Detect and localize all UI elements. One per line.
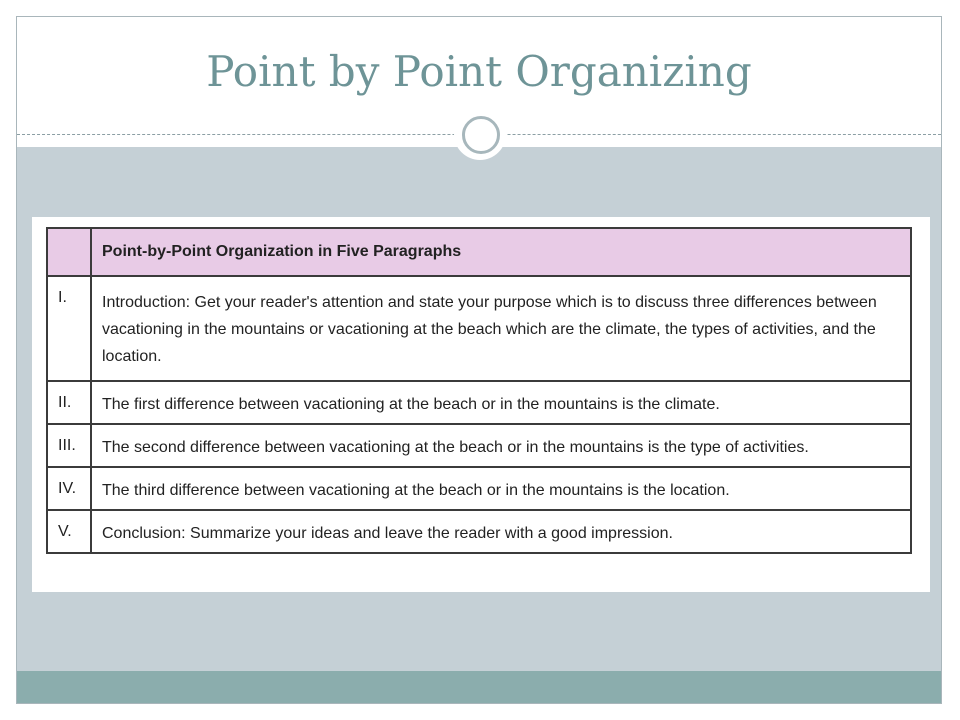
row-number: IV. <box>47 467 91 510</box>
outline-table <box>46 227 912 554</box>
row-number: V. <box>47 510 91 553</box>
table-image-frame <box>32 217 930 592</box>
table-row <box>47 510 911 553</box>
table-row <box>47 276 911 381</box>
circle-ornament-icon <box>454 108 506 160</box>
table-row <box>47 467 911 510</box>
row-number: III. <box>47 424 91 467</box>
row-text: Introduction: Get your reader's attention and state your purpose which is to discuss three differences between vacationing in the mountains or vacationing at the beach which are the climate, the types of activities, and the location. <box>91 276 911 381</box>
footer-band <box>17 671 941 704</box>
circle-ring <box>462 116 500 154</box>
row-text: The first difference between vacationing at the beach or in the mountains is the climate. <box>91 381 911 424</box>
header-title-cell: Point-by-Point Organization in Five Paragraphs <box>91 228 911 276</box>
slide-title: Point by Point Organizing <box>206 47 752 96</box>
table-row <box>47 424 911 467</box>
slide <box>16 16 942 704</box>
header-number-cell <box>47 228 91 276</box>
table-row <box>47 381 911 424</box>
table-header-row <box>47 228 911 276</box>
row-text: The second difference between vacationing at the beach or in the mountains is the type of activities. <box>91 424 911 467</box>
row-number: II. <box>47 381 91 424</box>
row-text: The third difference between vacationing at the beach or in the mountains is the location. <box>91 467 911 510</box>
row-number: I. <box>47 276 91 381</box>
row-text: Conclusion: Summarize your ideas and leave the reader with a good impression. <box>91 510 911 553</box>
